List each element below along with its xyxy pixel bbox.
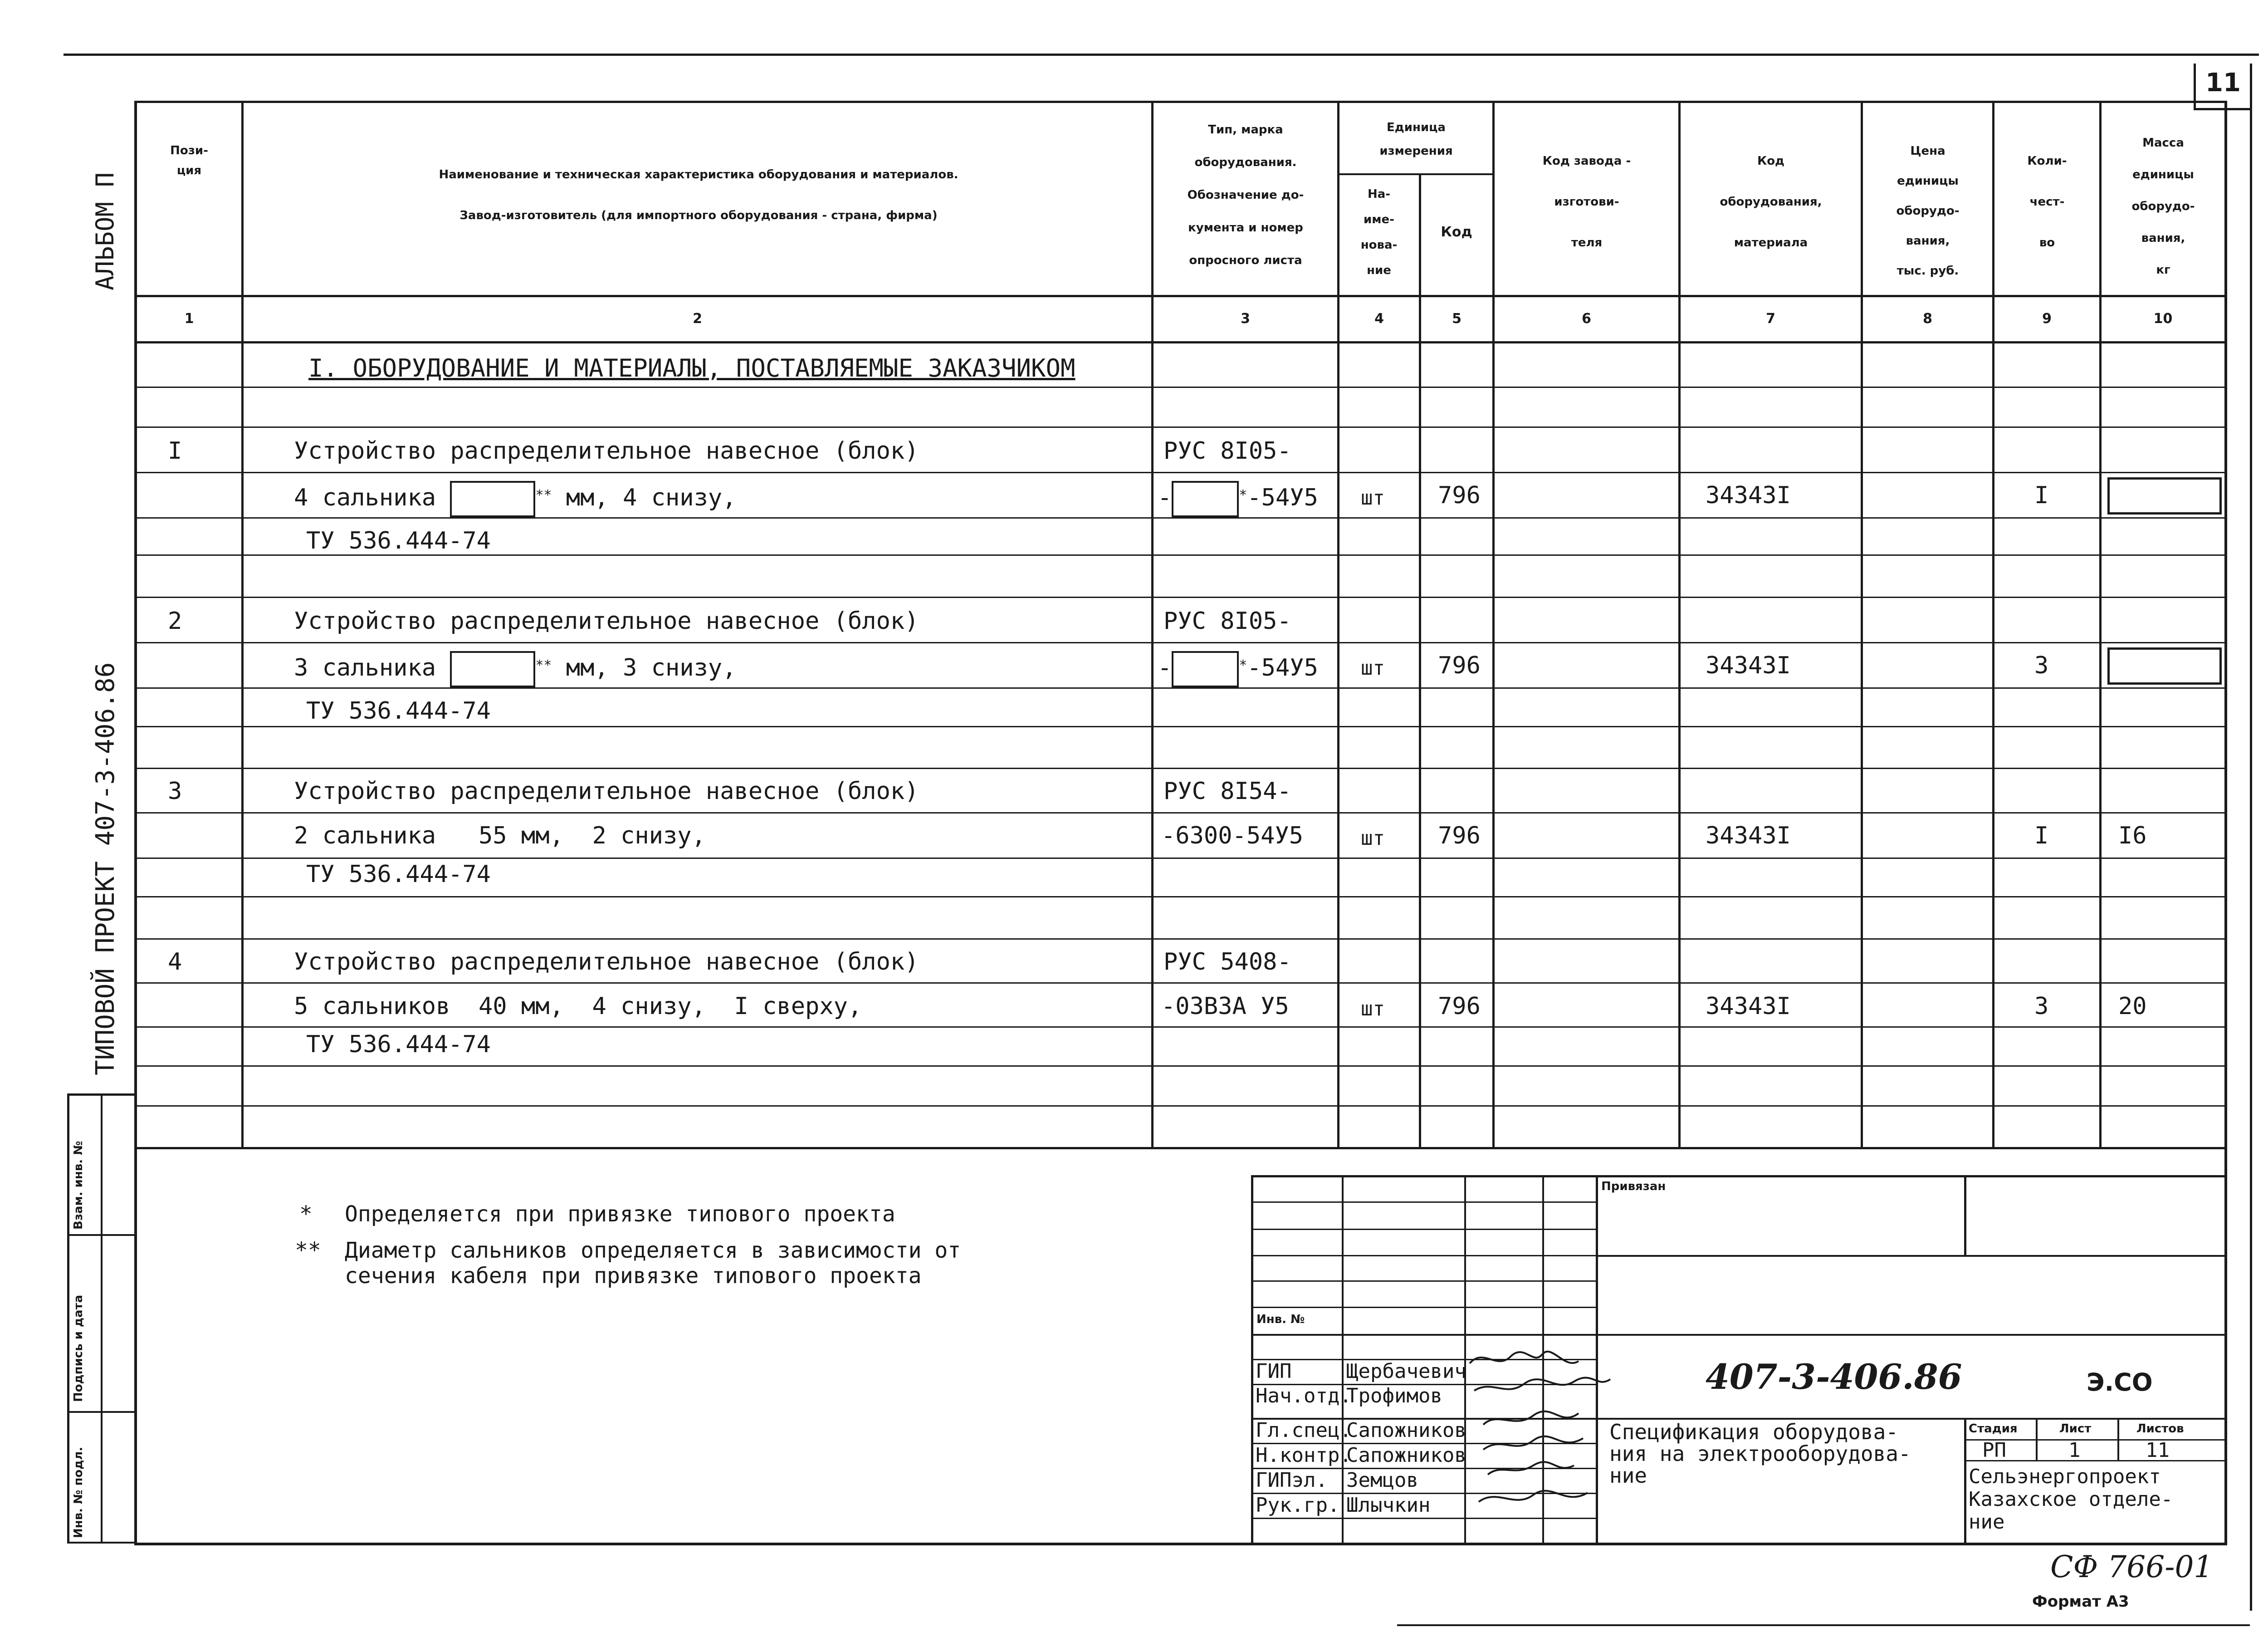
note-2: Диаметр сальников определяется в зависимости от сечения кабеля при привязке типового проекта [345,1238,961,1289]
item-position: 4 [168,948,182,975]
sheet-value: 1 [2068,1439,2081,1462]
name-4: Сапожников [1346,1444,1466,1467]
item-name-line2: 4 сальника ** мм, 4 снизу, [294,481,737,517]
blank-field [450,481,535,517]
header-type: Тип, марка оборудования. Обозначение до- кумента и номер опросного листа [1187,123,1304,267]
item-type-line1: РУС 8I54- [1163,778,1291,805]
header-unit-name: На- име- нова- ние [1360,187,1398,277]
document-title: Спецификация оборудова- ния на электрооборудова- ние [1609,1420,1911,1488]
item-equipment-code: 34343I [1706,482,1791,509]
column-number: 6 [1582,311,1591,327]
name-3: Сапожников [1346,1419,1466,1442]
item-mass: I6 [2118,822,2147,849]
sheet-number: 11 [2205,68,2241,98]
header-mass: Масса единицы оборудо- вания, кг [2131,136,2195,277]
role-gip-el: ГИПэл. [1256,1469,1328,1492]
item-position: I [168,437,182,465]
item-unit-code: 796 [1438,822,1481,849]
column-number: 7 [1766,311,1775,327]
item-unit-code: 796 [1438,652,1481,679]
column-number: 10 [2153,311,2173,327]
name-1: Щербачевич [1346,1360,1466,1383]
item-type-line1: РУС 8I05- [1163,437,1291,465]
table-right-border [2224,101,2227,1544]
role-gip: ГИП [1256,1360,1292,1383]
item-position: 2 [168,608,182,635]
item-name-line1: Устройство распределительное навесное (блок) [294,437,919,465]
item-type-line1: РУС 5408- [1163,948,1291,975]
column-number: 2 [693,311,702,327]
header-equipment-code: Код оборудования, материала [1720,154,1822,250]
role-nach-otd: Нач.отд. [1256,1384,1352,1407]
item-type-line1: РУС 8I05- [1163,608,1291,635]
item-name-line3: ТУ 536.444-74 [306,697,491,725]
document-code: 407-3-406.86 [1706,1357,1962,1397]
header-position: Пози- ция [170,144,208,177]
column-number: 4 [1374,311,1384,327]
stage-value: РП [1982,1439,2006,1462]
item-name-line1: Устройство распределительное навесное (блок) [294,608,919,635]
organization: Сельэнергопроект Казахское отделе- ние [1969,1465,2173,1534]
sign-date-label: Подпись и дата [72,1294,85,1402]
header-unit: Единица измерения [1379,121,1453,158]
item-quantity: I [2034,482,2049,509]
item-name-line2: 2 сальника 55 мм, 2 снизу, [294,822,706,849]
format-label: Формат А3 [2032,1593,2129,1611]
item-equipment-code: 34343I [1706,993,1791,1020]
table-top-border [135,101,2227,103]
column-number: 5 [1452,311,1461,327]
role-n-kontr: Н.контр. [1256,1444,1352,1467]
item-mass: 20 [2118,993,2147,1020]
outer-right-border [2250,64,2252,1611]
top-rule [64,54,2259,56]
item-unit: шт [1361,997,1385,1020]
sheets-label: Листов [2136,1422,2184,1436]
column-number: 1 [184,311,194,327]
name-5: Земцов [1346,1469,1418,1492]
item-unit: шт [1361,486,1385,510]
item-unit-code: 796 [1438,482,1481,509]
privyazan-label: Привязан [1601,1180,1666,1193]
album-label: АЛЬБОМ П [91,172,119,290]
item-name-line3: ТУ 536.444-74 [306,527,491,554]
mass-blank-field [2107,647,2222,685]
item-quantity: 3 [2034,652,2049,679]
blank-field [1172,651,1239,687]
item-type-line2: -6300-54У5 [1161,822,1304,849]
item-equipment-code: 34343I [1706,652,1791,679]
item-name-line3: ТУ 536.444-74 [306,861,491,888]
note-2-mark: ** [295,1238,321,1263]
handwritten-code: СФ 766-01 [2050,1549,2213,1584]
project-label: ТИПОВОЙ ПРОЕКТ 407-3-406.86 [91,662,120,1075]
item-unit: шт [1361,657,1385,680]
column-number: 9 [2042,311,2052,327]
item-quantity: 3 [2034,993,2049,1020]
item-name-line2: 3 сальника ** мм, 3 снизу, [294,651,737,687]
item-equipment-code: 34343I [1706,822,1791,849]
item-name-line2: 5 сальников 40 мм, 4 снизу, I сверху, [294,993,862,1020]
item-name-line3: ТУ 536.444-74 [306,1031,491,1058]
name-6: Шлычкин [1346,1494,1431,1517]
sheet-label: Лист [2059,1422,2092,1436]
header-price: Цена единицы оборудо- вания, тыс. руб. [1896,144,1960,278]
header-unit-code: Код [1441,224,1472,240]
item-name-line1: Устройство распределительное навесное (блок) [294,948,919,975]
item-quantity: I [2034,822,2049,849]
item-position: 3 [168,778,182,805]
sheets-value: 11 [2146,1439,2170,1462]
item-unit: шт [1361,827,1385,850]
note-1: Определяется при привязке типового проекта [345,1201,895,1227]
inv-podl-label: Инв. № подл. [72,1446,85,1538]
document-suffix: Э.СО [2087,1368,2153,1397]
blank-field [1172,481,1239,517]
note-1-mark: * [299,1201,313,1227]
item-name-line1: Устройство распределительное навесное (блок) [294,778,919,805]
mass-blank-field [2107,477,2222,515]
vz-inv-label: Взам. инв. № [72,1141,85,1230]
item-type-line2: - *-54У5 [1158,651,1318,687]
item-type-line2: - *-54У5 [1158,481,1318,517]
signatures [1465,1338,1615,1529]
column-number: 8 [1923,311,1932,327]
table-bottom-border [134,1543,2227,1545]
role-ruk-gr: Рук.гр. [1256,1494,1340,1517]
role-gl-spec: Гл.спец. [1256,1419,1352,1442]
item-unit-code: 796 [1438,993,1481,1020]
section-title: I. ОБОРУДОВАНИЕ И МАТЕРИАЛЫ, ПОСТАВЛЯЕМЫЕ ЗАКАЗЧИКОМ [308,354,1075,382]
header-manufacturer-code: Код завода - изготови- теля [1542,154,1631,250]
inv-no-label: Инв. № [1256,1313,1305,1326]
column-number: 3 [1241,311,1250,327]
header-quantity: Коли- чест- во [2027,154,2067,250]
blank-field [450,651,535,687]
name-2: Трофимов [1346,1384,1442,1407]
header-name: Наименование и техническая характеристика оборудования и материалов. Завод-изготовитель (для импортного оборудования - страна, фирма) [439,168,958,222]
item-type-line2: -03В3А У5 [1161,993,1289,1020]
stage-label: Стадия [1969,1422,2018,1436]
